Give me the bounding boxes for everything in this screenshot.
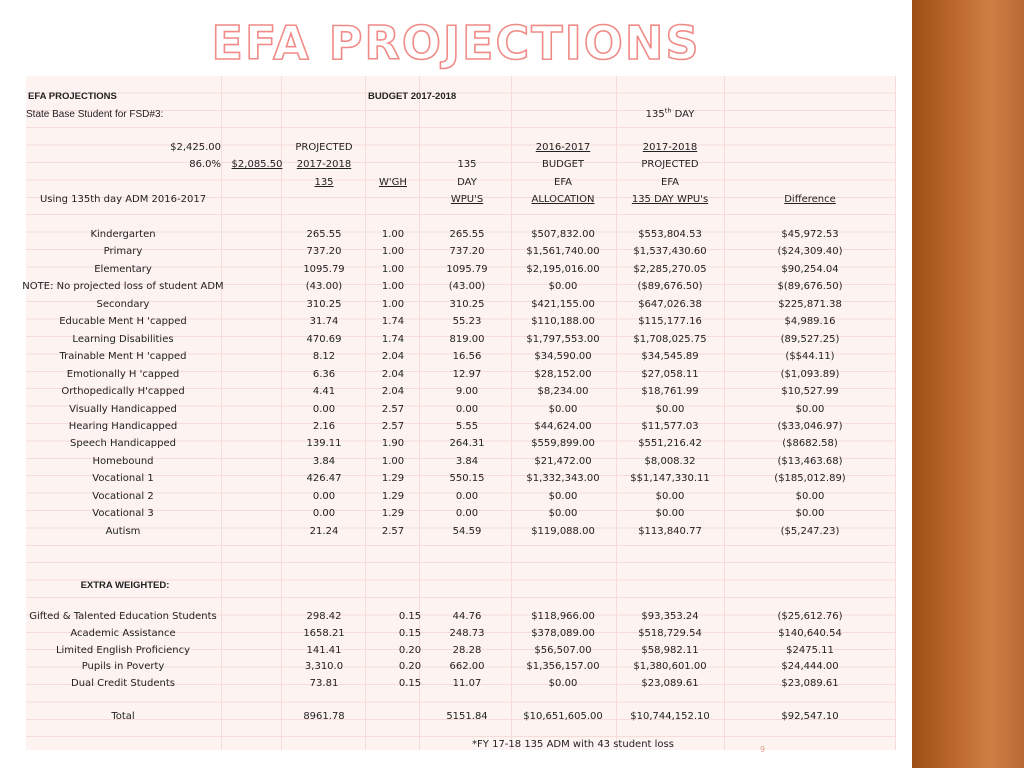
main-rows-label: Emotionally H 'capped <box>66 368 180 380</box>
base-amount: $2,425.00 <box>170 142 221 153</box>
extra-rows-wgh: 0.15 <box>398 611 422 622</box>
main-rows-alloc: $559,899.00 <box>531 438 595 450</box>
main-rows-alloc: $0.00 <box>548 281 578 293</box>
extra-rows-alloc: $1,356,157.00 <box>526 661 600 673</box>
col-budget: BUDGET <box>541 159 585 170</box>
main-rows-diff: ($33,046.97) <box>777 420 843 432</box>
main-rows-diff: ($8682.58) <box>782 438 838 450</box>
main-rows-alloc: $44,624.00 <box>534 420 592 432</box>
main-rows-label: NOTE: No projected loss of student ADM <box>22 281 224 293</box>
main-rows-proj: $2,285,270.05 <box>633 263 707 275</box>
main-rows-wpu: 3.84 <box>455 455 479 467</box>
main-rows-alloc: $1,797,553.00 <box>526 333 600 345</box>
main-rows-wgh: 2.04 <box>381 368 405 380</box>
main-rows-diff: $4,989.16 <box>784 316 836 328</box>
year-2017: 2017-2018 <box>642 142 698 153</box>
main-rows-alloc: $2,195,016.00 <box>526 263 600 275</box>
extra-rows-alloc: $0.00 <box>548 678 578 690</box>
extra-rows-label: Dual Credit Students <box>71 678 175 690</box>
main-rows-wgh: 1.00 <box>381 298 405 310</box>
adjusted-amount: $2,085.50 <box>231 159 283 170</box>
slide-title: EFA PROJECTIONS <box>211 16 701 70</box>
extra-rows-wpu: 248.73 <box>449 627 485 639</box>
extra-rows-alloc: $118,966.00 <box>531 611 595 622</box>
main-rows-adm: 0.00 <box>312 490 336 502</box>
main-rows-wpu: 265.55 <box>449 229 485 240</box>
extra-rows-adm: 73.81 <box>309 678 339 690</box>
main-rows-wgh: 1.74 <box>381 333 405 345</box>
col-wpus: WPU'S <box>450 194 484 205</box>
projected-year: 2017-2018 <box>296 159 352 170</box>
main-rows-adm: 737.20 <box>306 246 342 258</box>
main-rows-adm: 0.00 <box>312 403 336 415</box>
main-rows-wpu: 264.31 <box>449 438 485 450</box>
main-rows-label: Homebound <box>92 455 154 467</box>
extra-rows-diff: $2475.11 <box>786 644 834 656</box>
main-rows-label: Elementary <box>94 263 152 275</box>
main-rows-proj: $553,804.53 <box>638 229 702 240</box>
main-rows-proj: $11,577.03 <box>641 420 699 432</box>
main-rows-alloc: $110,188.00 <box>531 316 595 328</box>
decorative-side-bar <box>912 0 1024 768</box>
main-rows-alloc: $0.00 <box>548 508 578 520</box>
col-efa-1: EFA <box>554 177 572 188</box>
extra-rows-adm: 3,310.0 <box>304 661 344 673</box>
main-rows-adm: 8.12 <box>312 351 336 363</box>
main-rows-wpu: 819.00 <box>449 333 485 345</box>
main-rows-adm: 4.41 <box>312 386 336 398</box>
extra-rows-proj: $1,380,601.00 <box>633 661 707 673</box>
main-rows-proj: $34,545.89 <box>641 351 699 363</box>
main-rows-diff: $45,972.53 <box>781 229 839 240</box>
col-difference: Difference <box>784 194 836 205</box>
extra-rows-wgh: 0.20 <box>398 661 422 673</box>
main-rows-diff: $90,254.04 <box>781 263 839 275</box>
main-rows-proj: $$1,147,330.11 <box>630 473 710 485</box>
main-rows-alloc: $119,088.00 <box>531 525 595 537</box>
main-rows-alloc: $28,152.00 <box>534 368 592 380</box>
col-projected: PROJECTED <box>641 159 699 170</box>
extra-rows-proj: $23,089.61 <box>641 678 699 690</box>
main-rows-diff: ($1,093.89) <box>780 368 840 380</box>
main-rows-alloc: $1,332,343.00 <box>526 473 600 485</box>
main-rows-proj: $18,761.99 <box>641 386 699 398</box>
main-rows-diff: $10,527.99 <box>781 386 839 398</box>
main-rows-label: Visually Handicapped <box>69 403 177 415</box>
main-rows-wpu: 0.00 <box>455 508 479 520</box>
main-rows-label: Trainable Ment H 'capped <box>59 351 187 363</box>
extra-rows-wgh: 0.15 <box>398 627 422 639</box>
main-rows-wgh: 2.57 <box>381 525 405 537</box>
extra-rows-adm: 298.42 <box>306 611 342 622</box>
main-rows-label: Vocational 3 <box>92 508 154 520</box>
main-rows-label: Learning Disabilities <box>72 333 174 345</box>
main-rows-alloc: $0.00 <box>548 403 578 415</box>
main-rows-proj: $647,026.38 <box>638 298 702 310</box>
main-rows-proj: $27,058.11 <box>641 368 699 380</box>
main-rows-label: Autism <box>105 525 141 537</box>
col-day: DAY <box>457 177 477 188</box>
main-rows-label: Educable Ment H 'capped <box>59 316 187 328</box>
main-rows-wgh: 2.04 <box>381 351 405 363</box>
extra-rows-proj: $518,729.54 <box>638 627 702 639</box>
spreadsheet-table <box>22 76 896 750</box>
main-rows-wgh: 2.04 <box>381 386 405 398</box>
main-rows-alloc: $34,590.00 <box>534 351 592 363</box>
main-rows-diff: $0.00 <box>795 403 825 415</box>
extra-rows-diff: ($25,612.76) <box>777 611 843 622</box>
page-number: 9 <box>760 745 766 754</box>
extra-rows-wpu: 44.76 <box>452 611 482 622</box>
main-rows-wgh: 1.29 <box>381 490 405 502</box>
main-rows-adm: 3.84 <box>312 455 336 467</box>
main-rows-diff: ($$44.11) <box>785 351 835 363</box>
day-135-heading: 135th DAY <box>645 106 695 120</box>
main-rows-wgh: 1.74 <box>381 316 405 328</box>
main-rows-alloc: $1,561,740.00 <box>526 246 600 258</box>
main-rows-label: Vocational 1 <box>92 473 154 485</box>
total-wpu: 5151.84 <box>446 711 488 722</box>
col-allocation: ALLOCATION <box>531 194 595 205</box>
extra-rows-label: Gifted & Talented Education Students <box>29 611 217 622</box>
projected-label: PROJECTED <box>295 142 353 153</box>
extra-weighted-label: EXTRA WEIGHTED: <box>80 580 170 591</box>
main-rows-label: Hearing Handicapped <box>68 420 178 432</box>
main-rows-diff: $0.00 <box>795 508 825 520</box>
main-rows-label: Orthopedically H'capped <box>61 386 185 398</box>
main-rows-proj: $1,537,430.60 <box>633 246 707 258</box>
sheet-heading: EFA PROJECTIONS <box>28 91 117 102</box>
extra-rows-wgh: 0.15 <box>398 678 422 690</box>
extra-rows-alloc: $378,089.00 <box>531 627 595 639</box>
budget-heading: BUDGET 2017-2018 <box>368 91 457 102</box>
extra-rows-label: Pupils in Poverty <box>81 661 165 673</box>
extra-rows-proj: $58,982.11 <box>641 644 699 656</box>
extra-rows-wgh: 0.20 <box>398 644 422 656</box>
using-adm-label: Using 135th day ADM 2016-2017 <box>39 194 207 205</box>
main-rows-diff: ($185,012.89) <box>774 473 846 485</box>
main-rows-wgh: 1.00 <box>381 229 405 240</box>
col-efa-2: EFA <box>661 177 679 188</box>
main-rows-diff: ($5,247.23) <box>780 525 840 537</box>
main-rows-alloc: $21,472.00 <box>534 455 592 467</box>
extra-rows-adm: 141.41 <box>306 644 342 656</box>
main-rows-wgh: 2.57 <box>381 403 405 415</box>
main-rows-adm: 1095.79 <box>303 263 345 275</box>
main-rows-alloc: $507,832.00 <box>531 229 595 240</box>
main-rows-diff: ($24,309.40) <box>777 246 843 258</box>
main-rows-wpu: 16.56 <box>452 351 482 363</box>
main-rows-wgh: 1.00 <box>381 246 405 258</box>
main-rows-adm: (43.00) <box>305 281 343 293</box>
main-rows-adm: 470.69 <box>306 333 342 345</box>
main-rows-wpu: 5.55 <box>455 420 479 432</box>
main-rows-alloc: $0.00 <box>548 490 578 502</box>
main-rows-adm: 2.16 <box>312 420 336 432</box>
main-rows-proj: ($89,676.50) <box>637 281 703 293</box>
main-rows-diff: (89,527.25) <box>780 333 840 345</box>
main-rows-proj: $0.00 <box>655 403 685 415</box>
main-rows-proj: $8,008.32 <box>644 455 696 467</box>
main-rows-wgh: 1.00 <box>381 281 405 293</box>
main-rows-wpu: 12.97 <box>452 368 482 380</box>
main-rows-alloc: $8,234.00 <box>537 386 589 398</box>
extra-rows-adm: 1658.21 <box>303 627 345 639</box>
col-weight: W'GH <box>379 177 407 188</box>
main-rows-adm: 139.11 <box>306 438 342 450</box>
state-base-label: State Base Student for FSD#3: <box>26 109 164 120</box>
main-rows-wgh: 1.00 <box>381 263 405 275</box>
main-rows-wpu: 0.00 <box>455 403 479 415</box>
col-135-adm: 135 <box>314 177 334 188</box>
main-rows-diff: ($13,463.68) <box>777 455 843 467</box>
main-rows-adm: 310.25 <box>306 298 342 310</box>
total-label: Total <box>111 711 135 722</box>
extra-rows-alloc: $56,507.00 <box>534 644 592 656</box>
main-rows-wpu: 0.00 <box>455 490 479 502</box>
main-rows-wgh: 2.57 <box>381 420 405 432</box>
main-rows-diff: $225,871.38 <box>778 298 842 310</box>
col-135-wpus: 135 DAY WPU's <box>631 194 709 205</box>
main-rows-label: Vocational 2 <box>92 490 154 502</box>
main-rows-wgh: 1.90 <box>381 438 405 450</box>
total-difference: $92,547.10 <box>781 711 839 722</box>
main-rows-wgh: 1.29 <box>381 473 405 485</box>
total-allocation: $10,651,605.00 <box>523 711 603 722</box>
main-rows-label: Primary <box>103 246 143 258</box>
main-rows-diff: $(89,676.50) <box>777 281 843 293</box>
main-rows-wgh: 1.29 <box>381 508 405 520</box>
extra-rows-diff: $23,089.61 <box>781 678 839 690</box>
budget-year-2016: 2016-2017 <box>535 142 591 153</box>
main-rows-label: Kindergarten <box>90 229 156 240</box>
main-rows-wpu: 310.25 <box>449 298 485 310</box>
extra-rows-label: Limited English Proficiency <box>55 644 191 656</box>
main-rows-proj: $0.00 <box>655 508 685 520</box>
main-rows-wpu: 55.23 <box>452 316 482 328</box>
main-rows-adm: 426.47 <box>306 473 342 485</box>
main-rows-proj: $0.00 <box>655 490 685 502</box>
main-rows-wpu: 737.20 <box>449 246 485 258</box>
extra-rows-proj: $93,353.24 <box>641 611 699 622</box>
extra-rows-wpu: 11.07 <box>452 678 482 690</box>
main-rows-label: Secondary <box>96 298 150 310</box>
footnote: *FY 17-18 135 ADM with 43 student loss <box>472 739 674 750</box>
main-rows-adm: 6.36 <box>312 368 336 380</box>
extra-rows-wpu: 662.00 <box>449 661 485 673</box>
extra-rows-diff: $24,444.00 <box>781 661 839 673</box>
main-rows-diff: $0.00 <box>795 490 825 502</box>
extra-rows-wpu: 28.28 <box>452 644 482 656</box>
extra-rows-label: Academic Assistance <box>70 627 176 639</box>
total-adm: 8961.78 <box>303 711 345 722</box>
col-135: 135 <box>457 159 477 170</box>
main-rows-adm: 265.55 <box>306 229 342 240</box>
main-rows-proj: $115,177.16 <box>638 316 702 328</box>
main-rows-proj: $113,840.77 <box>638 525 702 537</box>
main-rows-wpu: 1095.79 <box>446 263 488 275</box>
main-rows-adm: 21.24 <box>309 525 339 537</box>
main-rows-label: Speech Handicapped <box>70 438 176 450</box>
main-rows-wgh: 1.00 <box>381 455 405 467</box>
main-rows-proj: $551,216.42 <box>638 438 702 450</box>
main-rows-alloc: $421,155.00 <box>531 298 595 310</box>
main-rows-wpu: 54.59 <box>452 525 482 537</box>
total-projected: $10,744,152.10 <box>630 711 710 722</box>
main-rows-wpu: (43.00) <box>448 281 486 293</box>
main-rows-proj: $1,708,025.75 <box>633 333 707 345</box>
main-rows-wpu: 9.00 <box>455 386 479 398</box>
extra-rows-diff: $140,640.54 <box>778 627 842 639</box>
percent-value: 86.0% <box>189 159 221 170</box>
main-rows-adm: 0.00 <box>312 508 336 520</box>
main-rows-adm: 31.74 <box>309 316 339 328</box>
main-rows-wpu: 550.15 <box>449 473 485 485</box>
